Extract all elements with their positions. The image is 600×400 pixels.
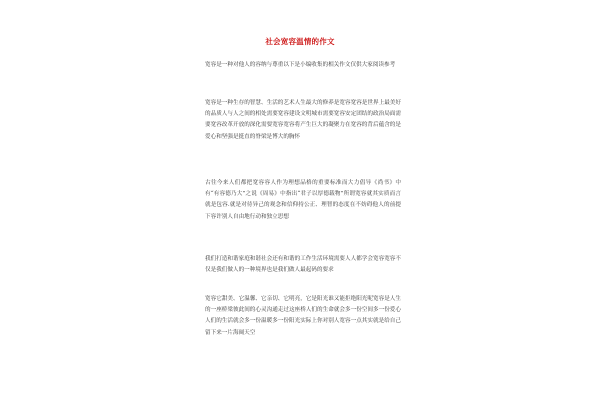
paragraph-harmony: 我们打造和谐家庭和谐社会还有和谐的工作生活环境需要人人都学会宽容宽容不仅是我们做人的一种境界也是我们做人最起码的要求 bbox=[205, 256, 401, 274]
paragraph-wisdom: 宽容是一种生存的智慧、生活的艺术人生最大的修养是宽容宽容是世界上最美好的品质人与人之间的相处需要宽容建设文明城市需要宽容安定团结的政治局面需要宽容改革开放的深化需要宽容宽容将产生巨大的凝聚力在宽容的背后蕴含的是爱心和坚强是挺直的脊梁是博大的胸怀 bbox=[205, 100, 401, 140]
paragraph-sunshine: 宽容它甜美、它温馨、它亲切、它明亮，它是阳光谁又能拒绝阳光呢宽容是人生的一座桥梁彼此间的心灵沟通走过这座桥人们的生命就会多一份空间多一份爱心人们的生活就会多一份温暖多一份阳光实际上你对别人宽容一点其实就是给自己留下来一片海阔天空 bbox=[205, 296, 401, 336]
document-title: 社会宽容温情的作文 bbox=[265, 37, 335, 46]
paragraph-intro: 宽容是一种对他人的容纳与尊重以下是小编收集的相关作文仅供大家阅读参考 bbox=[205, 62, 396, 68]
paragraph-history: 古往今来人们都把宽容容人作为理想品格的重要标准而大力倡导《尚书》中有“有容德乃大”之说《周易》中指出“君子以厚德载物”所谓宽容就其实质而言就是包容.就是对待异己的观念和信仰持公正、理智的态度在不妨碍他人的前提下容许别人自由地行动和独立思想 bbox=[205, 180, 401, 220]
